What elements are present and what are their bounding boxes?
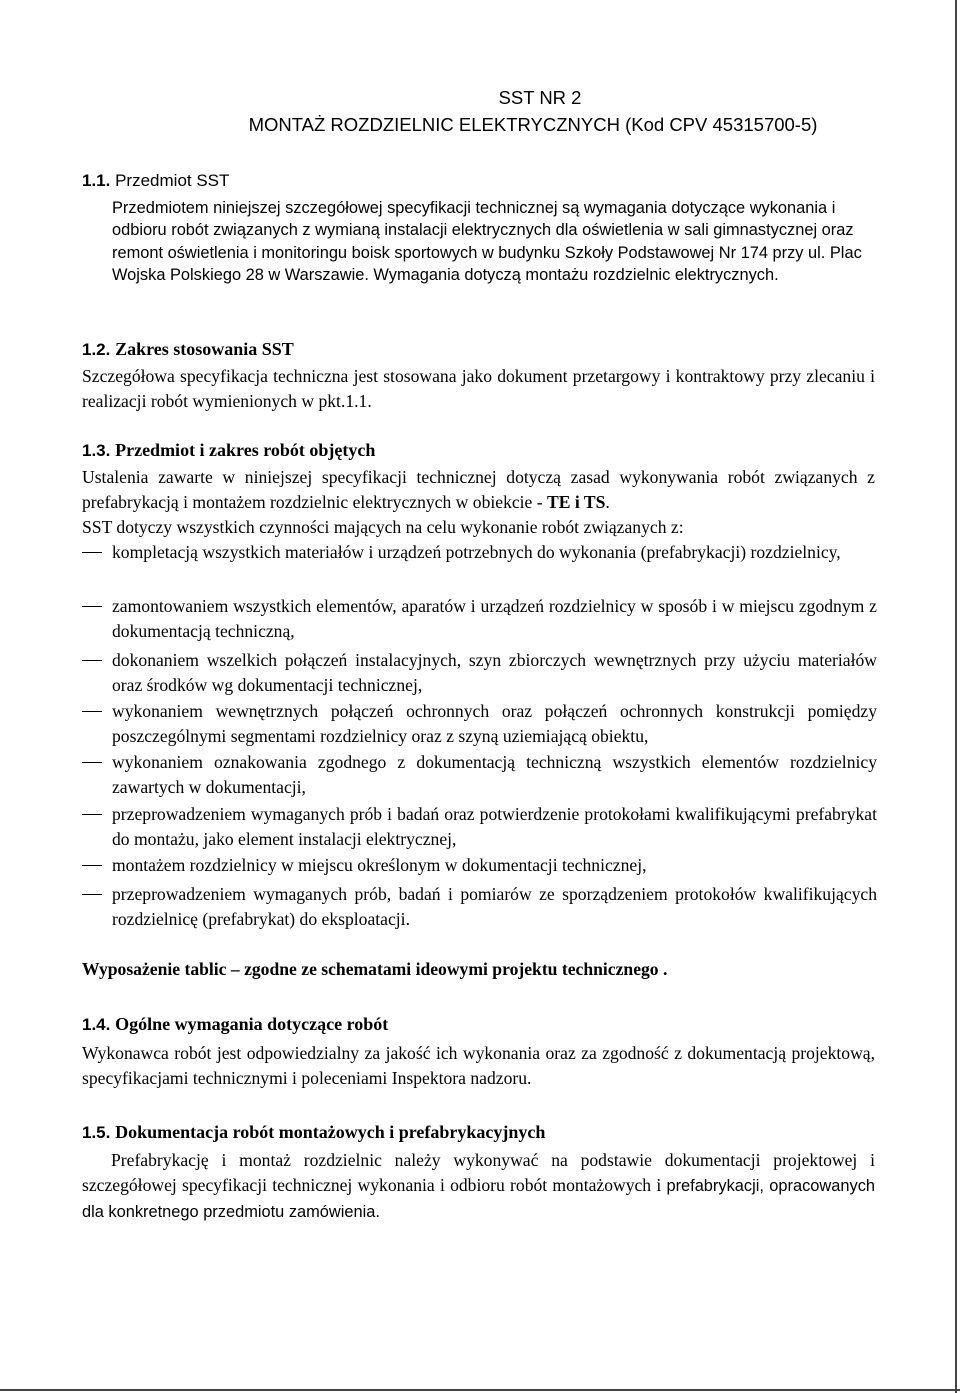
page-border-right [955, 0, 957, 1393]
section-body-1-1: Przedmiotem niniejszej szczegółowej specyfikacji technicznej są wymagania dotyczące wykonania i odbioru robót związanych z wymianą instalacji elektrycznych dla oświetlenia w sali gimnastycznej oraz remont oświetlenia i monitoringu boisk sportowych w budynku Szkoły Podstawowej Nr 174 przy ul. Plac Wojska Polskiego 28 w Warszawie. Wymagania dotyczą montażu rozdzielnic elektrycznych. [112, 199, 862, 285]
page-border-bottom [0, 1389, 960, 1391]
section-heading-1-3 [82, 440, 375, 461]
body-text-sans: prefabrykacji, opracowanych dla konkretnego przedmiotu zamówienia. [82, 1176, 875, 1221]
list-item-text: przeprowadzeniem wymaganych prób i badań oraz potwierdzenie protokołami kwalifikującymi prefabrykat do montażu, jako element instalacji elektrycznej, [112, 804, 877, 849]
section-body-1-4: Wykonawca robót jest odpowiedzialny za jakość ich wykonania oraz za zgodność z dokumentacją projektową, specyfikacjami technicznymi i poleceniami Inspektora nadzoru. [82, 1043, 875, 1088]
equipment-note: Wyposażenie tablic – zgodne ze schematami ideowymi projektu technicznego . [82, 959, 668, 979]
list-item-text: przeprowadzeniem wymaganych prób, badań i pomiarów ze sporządzeniem protokołów kwalifikujących rozdzielnicę (prefabrykat) do eksploatacji. [112, 884, 877, 929]
section-heading-1-2 [82, 339, 294, 360]
section-title: Zakres stosowania SST [115, 339, 294, 359]
section-title: Dokumentacja robót montażowych i prefabrykacyjnych [115, 1122, 546, 1142]
section-heading-1-4 [82, 1014, 388, 1035]
body-bold-text: TE i TS [547, 491, 606, 512]
section-heading-1-5 [82, 1122, 545, 1143]
section-title: Ogólne wymagania dotyczące robót [115, 1014, 389, 1034]
section-number: 1.5. [82, 1123, 111, 1142]
section-title: Przedmiot SST [115, 171, 230, 190]
list-item-text: wykonaniem wewnętrznych połączeń ochronnych oraz połączeń ochronnych konstrukcji pomiędzy poszczególnymi segmentami rozdzielnicy oraz z szyną uziemiającą obiektu, [112, 701, 877, 746]
document-title: SST NR 2 [498, 87, 582, 108]
body-text: Prefabrykację i montaż rozdzielnic należy wykonywać na podstawie dokumentacji projektowej i szczegółowej specyfikacji technicznej wykonania i odbioru robót montażowych i [82, 1150, 875, 1195]
section-number: 1.4. [82, 1015, 111, 1034]
section-number: 1.2. [82, 340, 111, 359]
section-number: 1.1. [82, 171, 111, 190]
body-text-end: . [605, 491, 610, 512]
document-subtitle: MONTAŻ ROZDZIELNIC ELEKTRYCZNYCH (Kod CPV 45315700-5) [248, 114, 818, 135]
section-intro-1-3: SST dotyczy wszystkich czynności mających na celu wykonanie robót związanych z: [82, 517, 684, 537]
section-body-1-2: Szczegółowa specyfikacja techniczna jest stosowana jako dokument przetargowy i kontraktowy przy zlecaniu i realizacji robót wymienionych w pkt.1.1. [82, 366, 875, 411]
section-heading-1-1 [82, 171, 229, 191]
section-body-1-5 [82, 1148, 875, 1224]
section-title: Przedmiot i zakres robót objętych [115, 440, 376, 460]
list-item-text: zamontowaniem wszystkich elementów, aparatów i urządzeń rozdzielnicy w sposób i w miejscu zgodnym z dokumentacją techniczną, [112, 596, 877, 641]
body-text: Ustalenia zawarte w niniejszej specyfikacji technicznej dotyczą zasad wykonywania robót związanych z prefabrykacją i montażem rozdzielnic elektrycznych w obiekcie - [82, 467, 875, 512]
section-body-1-3 [82, 465, 875, 515]
list-item-text: kompletacją wszystkich materiałów i urządzeń potrzebnych do wykonania (prefabrykacji) rozdzielnicy, [112, 542, 841, 562]
list-item-text: wykonaniem oznakowania zgodnego z dokumentacją techniczną wszystkich elementów rozdzielnicy zawartych w dokumentacji, [112, 752, 877, 797]
section-number: 1.3. [82, 441, 111, 460]
list-item-text: dokonaniem wszelkich połączeń instalacyjnych, szyn zbiorczych wewnętrznych przy użyciu materiałów oraz środków wg dokumentacji technicznej, [112, 650, 877, 695]
list-item-text: montażem rozdzielnicy w miejscu określonym w dokumentacji technicznej, [112, 855, 647, 875]
